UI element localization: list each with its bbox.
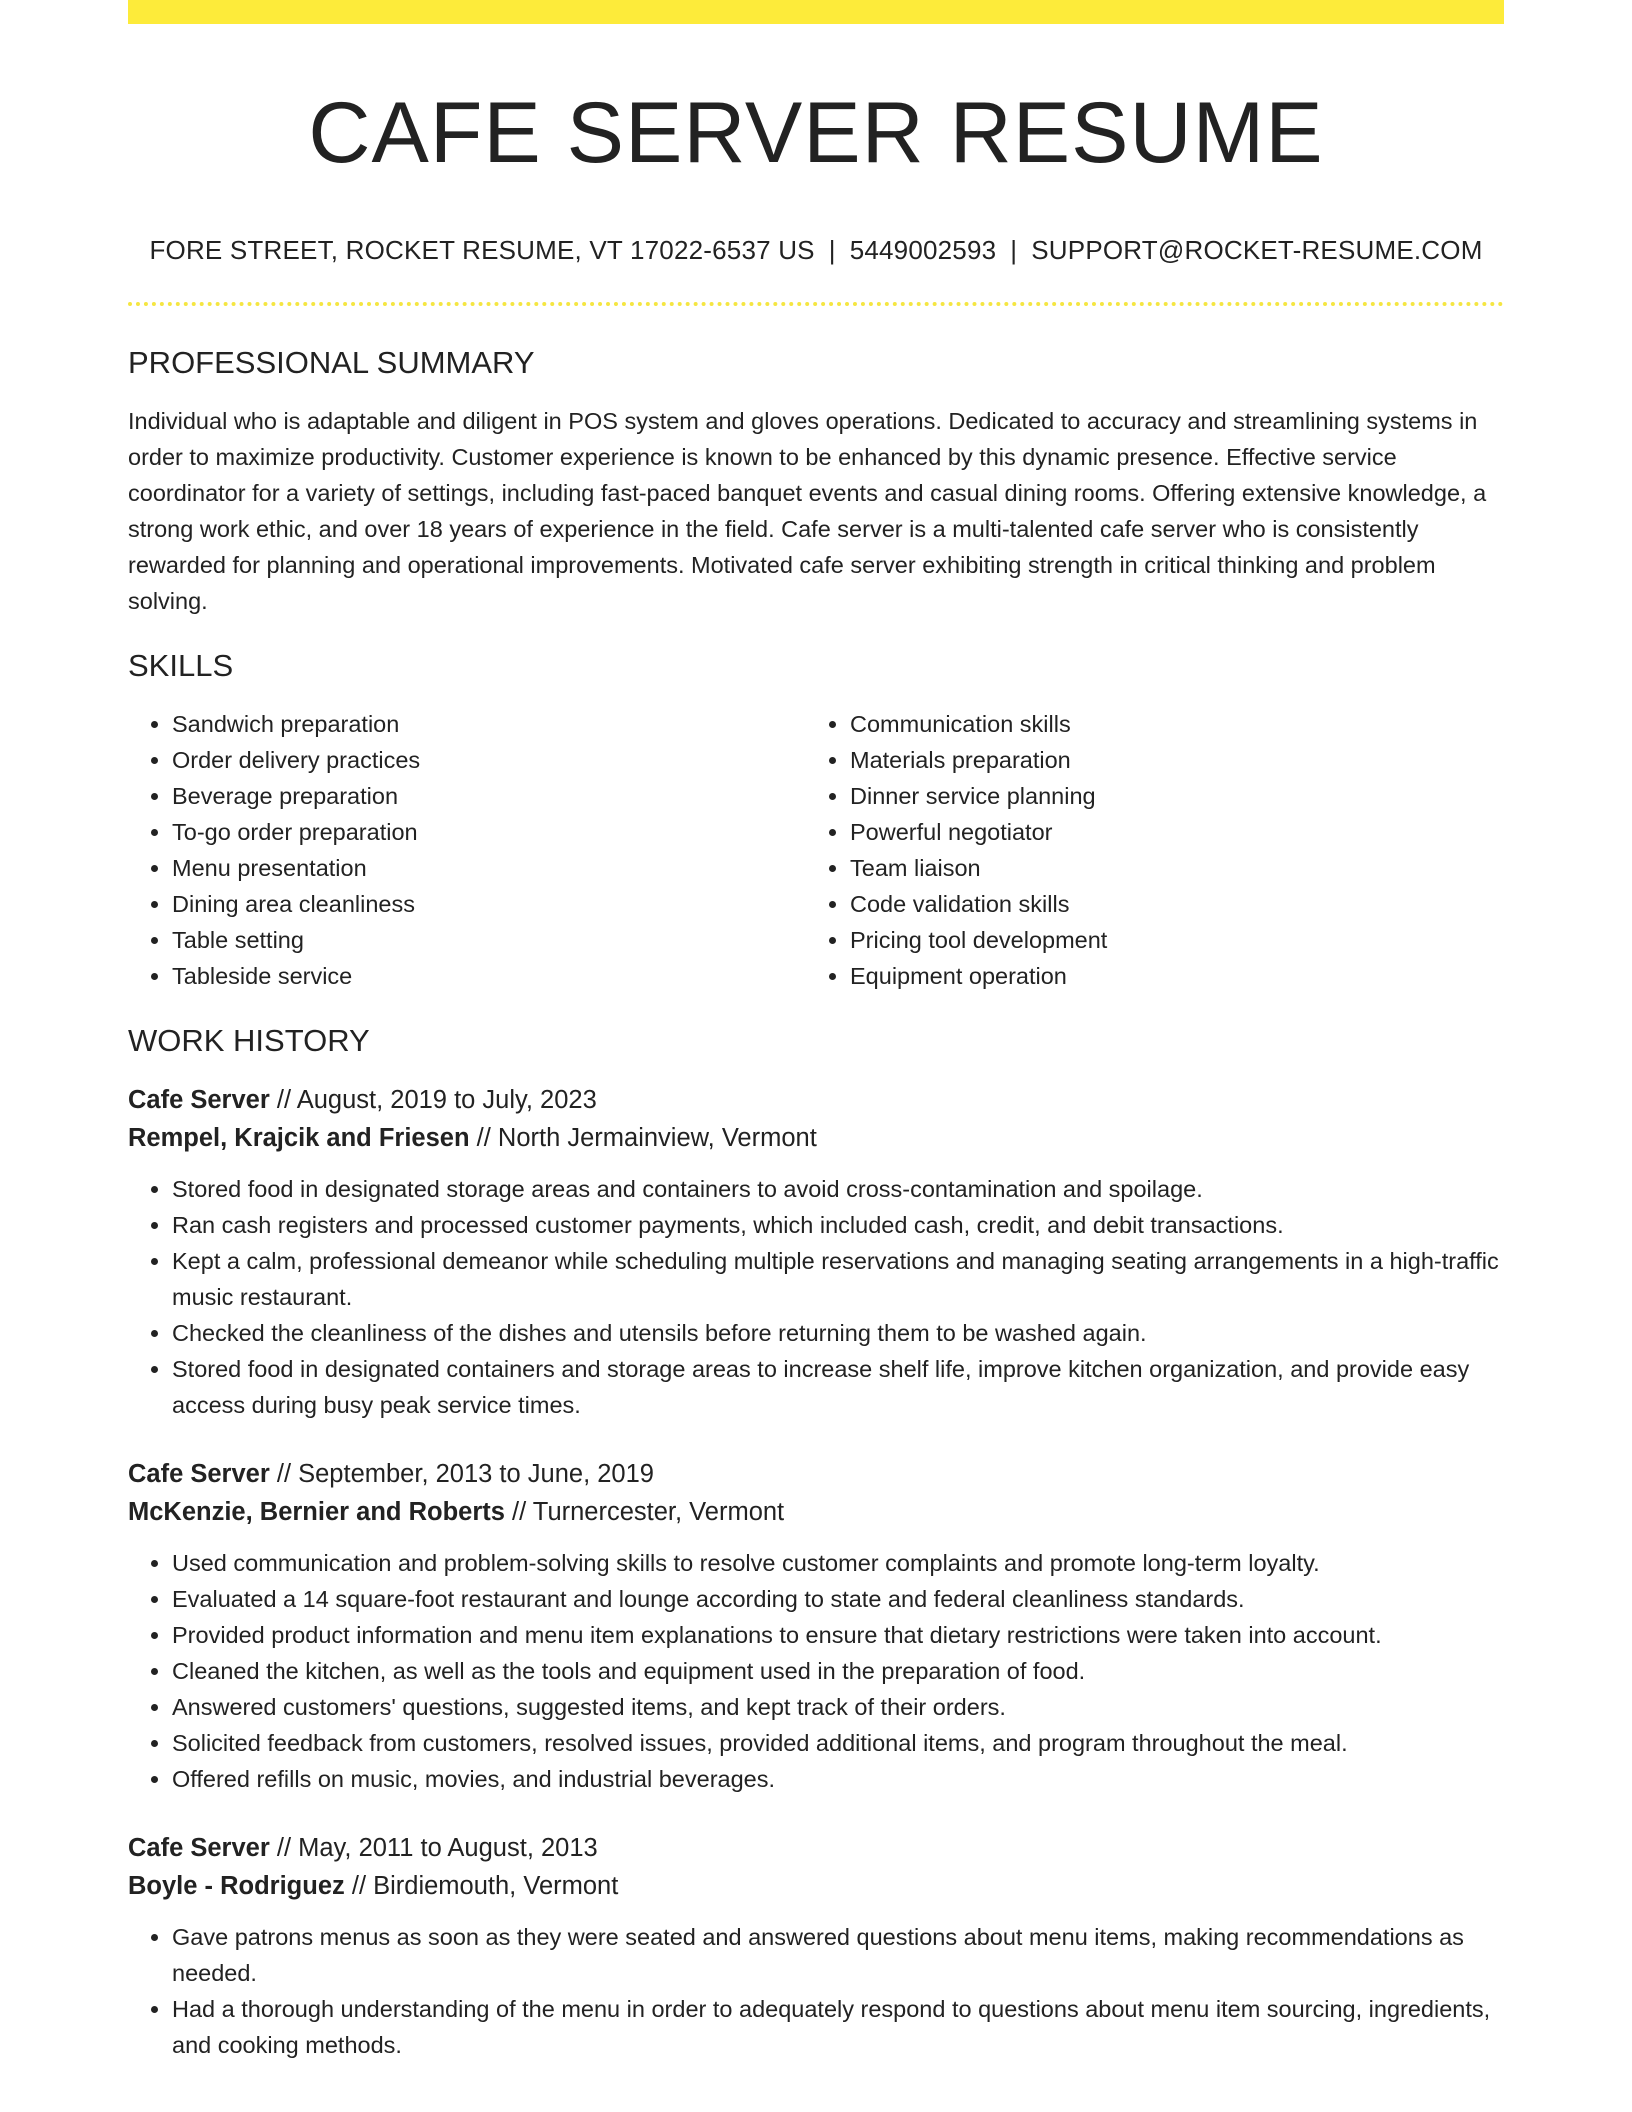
skill-item: • Tableside service <box>172 958 806 994</box>
skill-item: • Table setting <box>172 922 806 958</box>
job-title-line <box>128 1455 1504 1493</box>
job-bullet: • Evaluated a 14 square-foot restaurant and lounge according to state and federal cleanliness standards. <box>172 1581 1504 1617</box>
job-company: McKenzie, Bernier and Roberts <box>128 1498 505 1527</box>
skill-item: • Equipment operation <box>850 958 1484 994</box>
job-bullet: • Solicited feedback from customers, resolved issues, provided additional items, and program throughout the meal. <box>172 1725 1504 1761</box>
skill-item: • Materials preparation <box>850 742 1484 778</box>
job-bullet: • Answered customers' questions, suggested items, and kept track of their orders. <box>172 1689 1504 1725</box>
job-bullet: • Had a thorough understanding of the menu in order to adequately respond to questions about menu item sourcing, ingredients, and cooking methods. <box>172 1991 1504 2063</box>
skill-item: • Menu presentation <box>172 850 806 886</box>
skill-item: • Pricing tool development <box>850 922 1484 958</box>
job-dates: // May, 2011 to August, 2013 <box>276 1834 598 1863</box>
job-bullet: • Provided product information and menu item explanations to ensure that dietary restrictions were taken into account. <box>172 1617 1504 1653</box>
job-bullets <box>128 1919 1504 2063</box>
job-company: Boyle - Rodriguez <box>128 1872 345 1901</box>
job-location: // Turnercester, Vermont <box>512 1498 785 1527</box>
job-bullet: • Stored food in designated storage areas and containers to avoid cross-contamination and spoilage. <box>172 1171 1504 1207</box>
job-entry <box>128 1829 1504 2063</box>
skill-item: • Communication skills <box>850 706 1484 742</box>
skill-item: • Sandwich preparation <box>172 706 806 742</box>
job-bullet: • Checked the cleanliness of the dishes and utensils before returning them to be washed again. <box>172 1315 1504 1351</box>
dotted-divider <box>128 302 1504 306</box>
job-company-line <box>128 1867 1504 1905</box>
job-bullet: • Offered refills on music, movies, and industrial beverages. <box>172 1761 1504 1797</box>
job-title: Cafe Server <box>128 1460 270 1489</box>
skill-item: • To-go order preparation <box>172 814 806 850</box>
job-title-line <box>128 1829 1504 1867</box>
skill-item: • Code validation skills <box>850 886 1484 922</box>
job-bullet: • Gave patrons menus as soon as they were seated and answered questions about menu items, making recommendations as needed. <box>172 1919 1504 1991</box>
skill-item: • Powerful negotiator <box>850 814 1484 850</box>
job-dates: // September, 2013 to June, 2019 <box>276 1460 654 1489</box>
accent-top-bar <box>128 0 1504 24</box>
skill-item: • Team liaison <box>850 850 1484 886</box>
skill-item: • Dining area cleanliness <box>172 886 806 922</box>
job-bullet: • Kept a calm, professional demeanor while scheduling multiple reservations and managing seating arrangements in a high-traffic music restaurant. <box>172 1243 1504 1315</box>
contact-phone: 5449002593 <box>849 234 997 265</box>
job-title: Cafe Server <box>128 1086 270 1115</box>
contact-separator: | <box>828 234 836 265</box>
summary-heading: PROFESSIONAL SUMMARY <box>128 344 535 380</box>
contact-line <box>128 235 1504 266</box>
job-company: Rempel, Krajcik and Friesen <box>128 1124 470 1153</box>
job-bullet: • Stored food in designated containers and storage areas to increase shelf life, improve kitchen organization, and provide easy access during busy peak service times. <box>172 1351 1504 1423</box>
job-company-line <box>128 1119 1504 1157</box>
contact-address: FORE STREET, ROCKET RESUME, VT 17022-6537 US <box>149 234 815 265</box>
job-bullets <box>128 1171 1504 1423</box>
job-bullet: • Ran cash registers and processed customer payments, which included cash, credit, and debit transactions. <box>172 1207 1504 1243</box>
job-company-line <box>128 1493 1504 1531</box>
contact-separator: | <box>1010 234 1018 265</box>
job-bullet: • Cleaned the kitchen, as well as the tools and equipment used in the preparation of food. <box>172 1653 1504 1689</box>
job-bullets <box>128 1545 1504 1797</box>
skill-item: • Beverage preparation <box>172 778 806 814</box>
job-title-line <box>128 1081 1504 1119</box>
job-location: // Birdiemouth, Vermont <box>351 1872 619 1901</box>
resume-title: CAFE SERVER RESUME <box>308 85 1324 181</box>
job-bullet: • Used communication and problem-solving skills to resolve customer complaints and promote long-term loyalty. <box>172 1545 1504 1581</box>
job-title: Cafe Server <box>128 1834 270 1863</box>
work-history-heading: WORK HISTORY <box>128 1023 370 1059</box>
summary-text: Individual who is adaptable and diligent in POS system and gloves operations. Dedicated to accuracy and streamlining systems in order to maximize productivity. Customer experience is known to be enhanced by this dynamic presence. Effective service coordinator for a variety of settings, including fast-paced banquet events and casual dining rooms. Offering extensive knowledge, a strong work ethic, and over 18 years of experience in the field. Cafe server is a multi-talented cafe server who is consistently rewarded for planning and operational improvements. Motivated cafe server exhibiting strength in critical thinking and problem solving. <box>128 408 1487 615</box>
contact-email: SUPPORT@ROCKET-RESUME.COM <box>1031 234 1483 265</box>
skills-list-left <box>128 706 806 994</box>
skills-list-right <box>806 706 1484 994</box>
job-dates: // August, 2019 to July, 2023 <box>276 1086 597 1115</box>
skills-columns <box>128 706 1504 994</box>
job-entry <box>128 1455 1504 1797</box>
job-entry <box>128 1081 1504 1423</box>
skills-heading: SKILLS <box>128 648 234 684</box>
skill-item: • Dinner service planning <box>850 778 1484 814</box>
job-location: // North Jermainview, Vermont <box>476 1124 817 1153</box>
skill-item: • Order delivery practices <box>172 742 806 778</box>
resume-page <box>128 0 1504 2063</box>
